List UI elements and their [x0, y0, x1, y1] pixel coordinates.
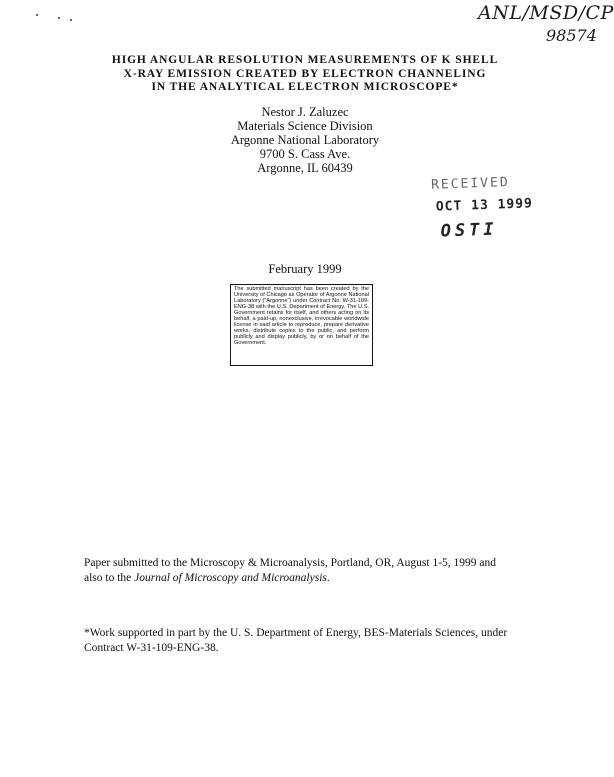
funding-footnote: [84, 626, 524, 656]
stamp-office: OSTI: [440, 219, 498, 242]
title-line: HIGH ANGULAR RESOLUTION MEASUREMENTS OF K SHELL: [111, 54, 499, 66]
title-line: IN THE ANALYTICAL ELECTRON MICROSCOPE*: [151, 81, 459, 93]
document-date: February 1999: [268, 262, 342, 276]
journal-name: Journal of Microscopy and Microanalysis: [134, 572, 327, 584]
author-block: [210, 105, 400, 175]
title-line: X-RAY EMISSION CREATED BY ELECTRON CHANNELING: [123, 67, 487, 80]
copyright-notice-box: The submitted manuscript has been created by the University of Chicago as Operator of Argonne National Laboratory ("Argonne") under Contract No. W-31-109-ENG-38 with the U.S. Department of Energy. The U.S. Government retains for itself, and others acting on its behalf, a paid-up, nonexclusive, irrevocable worldwide license in said article to reproduce, prepare derivative works, distribute copies to the public, and perform publicly and display publicly, by or on behalf of the Government.: [230, 284, 373, 366]
submission-note: [84, 556, 504, 586]
stamp-date: OCT 13 1999: [435, 196, 534, 215]
scan-speck: [70, 19, 72, 21]
handwritten-serial-number: 98574: [546, 26, 597, 45]
author-street: 9700 S. Cass Ave.: [259, 147, 351, 161]
received-stamp: [427, 174, 539, 248]
footnote-line: *Work supported in part by the U. S. Department of Energy, BES-Materials Sciences, under: [84, 627, 508, 639]
author-name: Nestor J. Zaluzec: [261, 105, 349, 119]
submission-suffix: .: [326, 572, 330, 584]
author-division: Materials Science Division: [237, 119, 373, 133]
author-city: Argonne, IL 60439: [257, 161, 353, 175]
scan-speck: [58, 17, 60, 19]
handwritten-report-number: ANL/MSD/CP: [478, 2, 614, 24]
paper-title: [70, 54, 540, 95]
author-lab: Argonne National Laboratory: [230, 133, 380, 147]
submission-text: Paper submitted to the Microscopy & Microanalysis, Portland, OR, August 1-5, 1999 and also to the: [84, 557, 497, 584]
scan-speck: [36, 14, 38, 16]
footnote-line: Contract W-31-109-ENG-38.: [84, 642, 219, 654]
stamp-received-text: RECEIVED: [430, 175, 510, 193]
